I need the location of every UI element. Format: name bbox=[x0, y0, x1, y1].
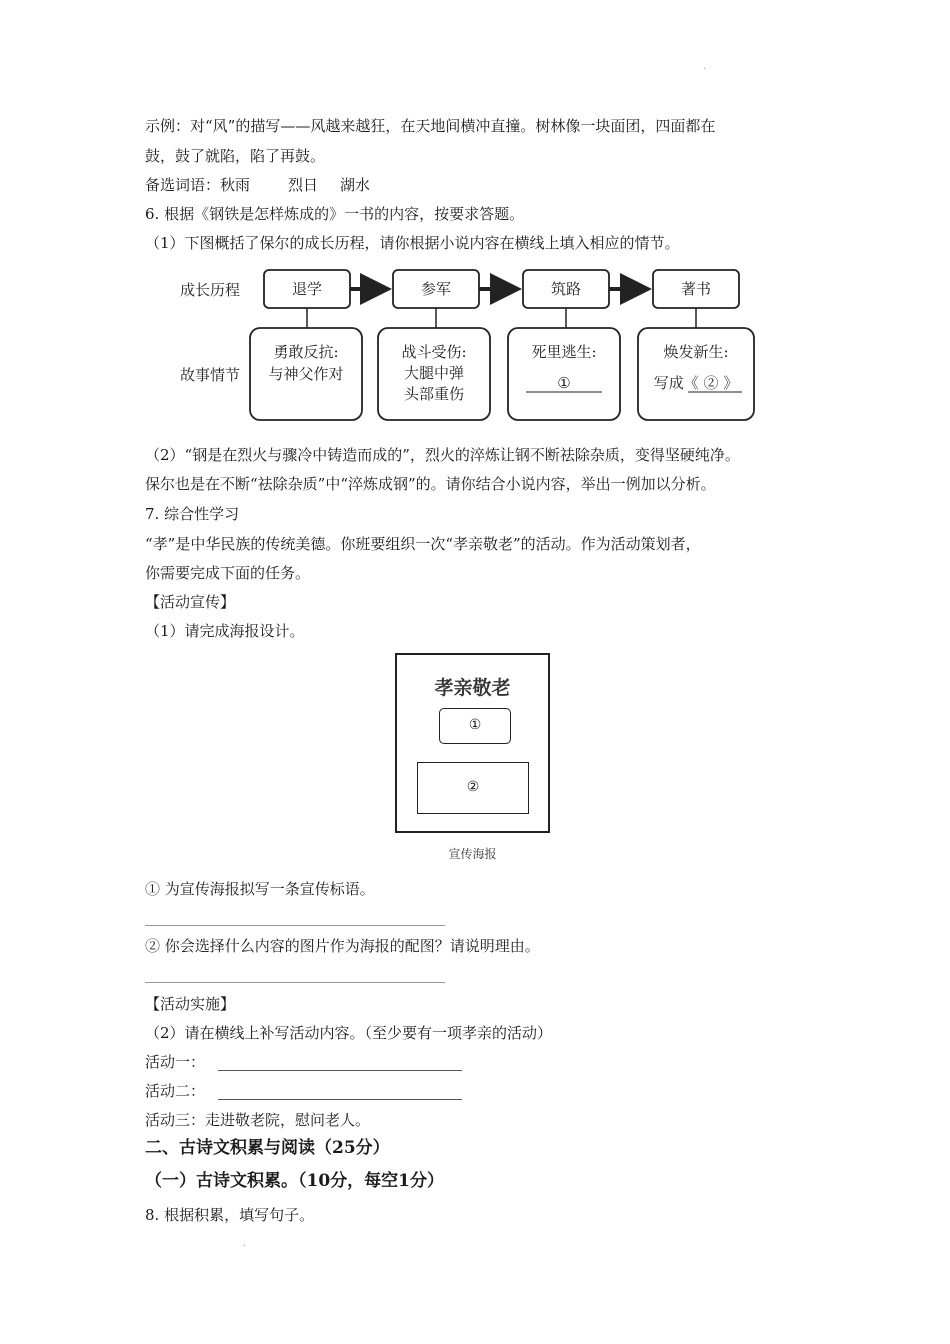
poster-slot-2[interactable] bbox=[417, 762, 529, 814]
plot-line: 勇敢反抗: bbox=[273, 343, 339, 361]
header-dot: . bbox=[703, 62, 706, 72]
plot-line: 死里逃生: bbox=[531, 343, 597, 361]
plot-box-2 bbox=[378, 328, 490, 420]
q7-sub1: （1）请完成海报设计。 bbox=[145, 622, 305, 640]
activity-1-label: 活动一： bbox=[145, 1053, 206, 1071]
poster bbox=[395, 653, 550, 833]
q6-sub2-line1: （2）“钢是在烈火与骤冷中铸造而成的”，烈火的淬炼让钢不断祛除杂质，变得坚硬纯净。 bbox=[145, 446, 740, 464]
q7-title: 7. 综合性学习 bbox=[145, 505, 240, 523]
stage-box-2 bbox=[393, 270, 479, 308]
q8-title: 8. 根据积累，填写句子。 bbox=[145, 1206, 315, 1224]
footer-dot: . bbox=[243, 1239, 246, 1249]
stage-box-1 bbox=[264, 270, 350, 308]
slot-1-marker: ① bbox=[468, 717, 482, 733]
activity-1-line[interactable] bbox=[218, 1070, 462, 1071]
q5-example-line2: 鼓，鼓了就陷，陷了再鼓。 bbox=[145, 147, 326, 165]
plot-box-3 bbox=[508, 328, 620, 420]
row1-label: 成长历程 bbox=[180, 281, 241, 299]
plot-line: 大腿中弹 bbox=[403, 364, 465, 382]
row2-label: 故事情节 bbox=[180, 366, 241, 384]
activity-3: 活动三：走进敬老院，慰问老人。 bbox=[145, 1111, 371, 1129]
poster-title: 孝亲敬老 bbox=[434, 677, 511, 699]
q5-options-label: 备选词语： bbox=[145, 176, 221, 194]
stage-box-4 bbox=[653, 270, 739, 308]
plot-box-1 bbox=[250, 328, 362, 420]
connectors bbox=[307, 308, 696, 328]
stage-label: 退学 bbox=[291, 280, 323, 298]
task1-answer-line[interactable] bbox=[145, 925, 445, 926]
growth-diagram bbox=[170, 262, 770, 430]
stage-label: 筑路 bbox=[550, 280, 582, 298]
stage-label: 参军 bbox=[420, 280, 452, 298]
part2-title: 二、古诗文积累与阅读（25分） bbox=[145, 1138, 390, 1158]
task1: ① 为宣传海报拟写一条宣传标语。 bbox=[145, 880, 375, 898]
part2-subtitle: （一）古诗文积累。（10分，每空1分） bbox=[145, 1171, 444, 1191]
slot-2-marker: ② bbox=[466, 779, 480, 795]
q7-sub2: （2）请在横线上补写活动内容。（至少要有一项孝亲的活动） bbox=[145, 1024, 553, 1042]
q5-option: 烈日 bbox=[288, 176, 319, 194]
impl-header: 【活动实施】 bbox=[145, 995, 236, 1013]
blank-1-marker: ① bbox=[557, 374, 571, 392]
task2-answer-line[interactable] bbox=[145, 982, 445, 983]
q5-option: 湖水 bbox=[340, 176, 371, 194]
plot-line: 焕发新生: bbox=[663, 343, 729, 361]
task2: ② 你会选择什么内容的图片作为海报的配图？请说明理由。 bbox=[145, 937, 540, 955]
q6-sub1: （1）下图概括了保尔的成长历程，请你根据小说内容在横线上填入相应的情节。 bbox=[145, 234, 680, 252]
plot-line: 头部重伤 bbox=[403, 385, 465, 403]
q6-title: 6. 根据《钢铁是怎样炼成的》一书的内容，按要求答题。 bbox=[145, 205, 525, 223]
plot-line: 战斗受伤: bbox=[401, 343, 467, 361]
q7-intro2: 你需要完成下面的任务。 bbox=[145, 564, 311, 582]
plot-box-4 bbox=[638, 328, 754, 420]
q5-option: 秋雨 bbox=[220, 176, 251, 194]
activity-2-line[interactable] bbox=[218, 1099, 462, 1100]
q5-example-line1: 示例：对“风”的描写——风越来越狂，在天地间横冲直撞。树林像一块面团，四面都在 bbox=[145, 117, 716, 135]
q5-options bbox=[145, 175, 370, 195]
stage-box-3 bbox=[523, 270, 609, 308]
blank-2-marker: 写成《 ② 》 bbox=[653, 374, 739, 392]
activity-2-label: 活动二： bbox=[145, 1082, 206, 1100]
poster-caption: 宣传海报 bbox=[448, 847, 497, 861]
plot-line: 与神父作对 bbox=[268, 365, 344, 383]
stage-label: 著书 bbox=[680, 280, 712, 298]
q7-intro1: “孝”是中华民族的传统美德。你班要组织一次“孝亲敬老”的活动。作为活动策划者， bbox=[145, 535, 701, 553]
poster-slot-1[interactable] bbox=[439, 708, 511, 744]
q6-sub2-line2: 保尔也是在不断“祛除杂质”中“淬炼成钢”的。请你结合小说内容，举出一例加以分析。 bbox=[145, 475, 716, 493]
promo-header: 【活动宣传】 bbox=[145, 593, 236, 611]
